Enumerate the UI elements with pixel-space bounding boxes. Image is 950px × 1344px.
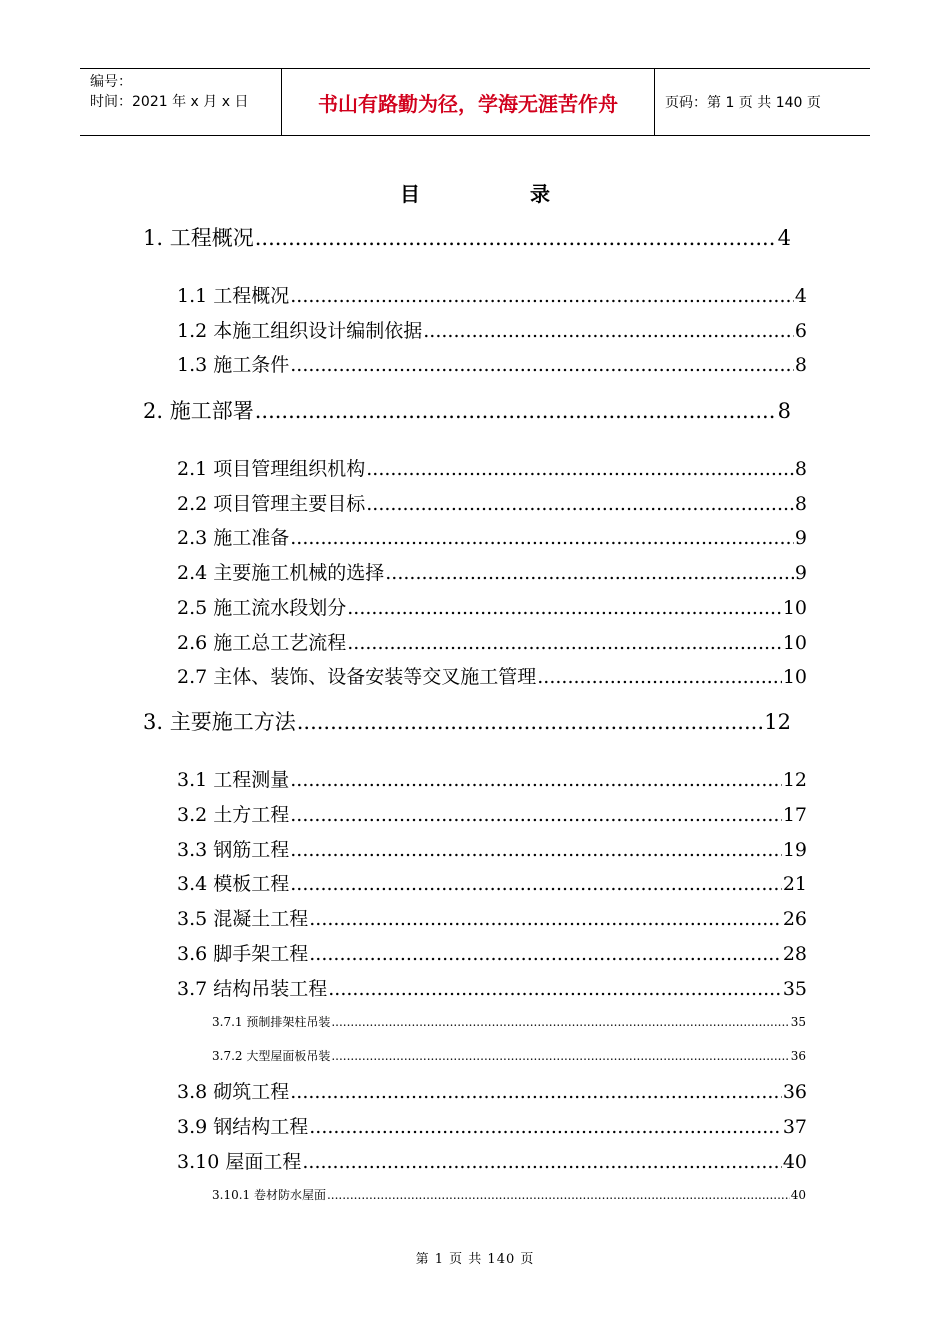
toc-entry-2-5[interactable] — [177, 593, 807, 620]
toc-entry-3-8[interactable] — [177, 1077, 807, 1104]
toc-leader-dots — [290, 873, 782, 895]
toc-entry-3-4[interactable] — [177, 869, 807, 896]
toc-entry-page: 9 — [794, 562, 807, 584]
toc-entry-label: 3.7 结构吊装工程 — [177, 978, 328, 1000]
toc-leader-dots — [290, 804, 782, 826]
toc-entry-page: 40 — [782, 1151, 807, 1173]
document-number-label: 编号： — [90, 74, 132, 90]
toc-entry-page: 8 — [794, 458, 807, 480]
toc-title-left: 目 — [400, 182, 420, 206]
toc-entry-3-5[interactable] — [177, 904, 807, 931]
toc-entry-1-2[interactable] — [177, 316, 807, 343]
toc-entry-page: 8 — [777, 399, 791, 423]
toc-leader-dots — [331, 1049, 789, 1063]
toc-entry-label: 3.7.1 预制排架柱吊装 — [212, 1015, 331, 1029]
toc-entry-label: 3.2 土方工程 — [177, 804, 290, 826]
toc-entry-3-7-2[interactable] — [212, 1047, 806, 1064]
toc-entry-3-6[interactable] — [177, 939, 807, 966]
toc-leader-dots — [309, 908, 782, 930]
toc-entry-page: 8 — [794, 354, 807, 376]
toc-entry-page: 21 — [782, 873, 807, 895]
toc-entry-page: 36 — [790, 1049, 806, 1063]
toc-leader-dots — [423, 320, 794, 342]
toc-entry-label: 3.1 工程测量 — [177, 769, 290, 791]
toc-title-right: 录 — [530, 182, 550, 206]
toc-leader-dots — [537, 666, 782, 688]
toc-leader-dots — [309, 943, 782, 965]
document-date-label: 时间：2021 年 x 月 x 日 — [90, 94, 249, 110]
toc-leader-dots — [290, 769, 782, 791]
toc-entry-label: 3.6 脚手架工程 — [177, 943, 309, 965]
toc-leader-dots — [290, 1081, 782, 1103]
toc-entry-page: 35 — [782, 978, 807, 1000]
toc-entry-3-9[interactable] — [177, 1112, 807, 1139]
toc-entry-label: 2.6 施工总工艺流程 — [177, 632, 347, 654]
toc-entry-3-7[interactable] — [177, 974, 807, 1001]
toc-entry-2-7[interactable] — [177, 662, 807, 689]
toc-entry-label: 2.3 施工准备 — [177, 527, 290, 549]
toc-entry-page: 35 — [790, 1015, 806, 1029]
toc-entry-label: 1. 工程概况 — [143, 226, 254, 250]
toc-entry-3[interactable] — [143, 706, 791, 736]
toc-leader-dots — [290, 839, 782, 861]
toc-entry-page: 12 — [782, 769, 807, 791]
toc-entry-label: 2. 施工部署 — [143, 399, 254, 423]
toc-leader-dots — [366, 493, 794, 515]
toc-entry-page: 26 — [782, 908, 807, 930]
toc-leader-dots — [366, 458, 794, 480]
toc-entry-label: 2.5 施工流水段划分 — [177, 597, 347, 619]
toc-leader-dots — [255, 399, 777, 423]
toc-leader-dots — [297, 710, 764, 734]
toc-leader-dots — [290, 285, 794, 307]
toc-entry-2-2[interactable] — [177, 489, 807, 516]
toc-entry-page: 40 — [790, 1188, 806, 1202]
toc-entry-label: 3.9 钢结构工程 — [177, 1116, 309, 1138]
toc-entry-label: 3.4 模板工程 — [177, 873, 290, 895]
toc-entry-2[interactable] — [143, 395, 791, 425]
toc-entry-label: 1.1 工程概况 — [177, 285, 290, 307]
toc-entry-page: 8 — [794, 493, 807, 515]
toc-entry-label: 2.1 项目管理组织机构 — [177, 458, 366, 480]
toc-entry-1[interactable] — [143, 222, 791, 252]
toc-entry-3-3[interactable] — [177, 835, 807, 862]
toc-entry-page: 4 — [777, 226, 791, 250]
toc-title — [0, 178, 950, 207]
toc-leader-dots — [331, 1015, 789, 1029]
page-header — [80, 68, 870, 136]
toc-entry-label: 3.10.1 卷材防水屋面 — [212, 1188, 326, 1202]
toc-leader-dots — [347, 597, 782, 619]
toc-entry-label: 3.8 砌筑工程 — [177, 1081, 290, 1103]
toc-entry-label: 1.3 施工条件 — [177, 354, 290, 376]
header-meta — [80, 69, 282, 135]
toc-entry-3-1[interactable] — [177, 765, 807, 792]
toc-entry-3-10-1[interactable] — [212, 1186, 806, 1203]
toc-entry-page: 19 — [782, 839, 807, 861]
toc-entry-2-4[interactable] — [177, 558, 807, 585]
toc-entry-label: 3.5 混凝土工程 — [177, 908, 309, 930]
toc-leader-dots — [347, 632, 782, 654]
page-footer: 第 1 页 共 140 页 — [415, 1252, 535, 1267]
toc-entry-page: 10 — [782, 666, 807, 688]
toc-entry-label: 2.4 主要施工机械的选择 — [177, 562, 385, 584]
toc-entry-page: 4 — [794, 285, 807, 307]
toc-entry-3-7-1[interactable] — [212, 1013, 806, 1030]
toc-entry-3-10[interactable] — [177, 1147, 807, 1174]
toc-entry-page: 6 — [794, 320, 807, 342]
toc-entry-page: 12 — [764, 710, 791, 734]
toc-entry-1-3[interactable] — [177, 350, 807, 377]
toc-leader-dots — [328, 978, 782, 1000]
toc-entry-2-6[interactable] — [177, 628, 807, 655]
toc-entry-page: 36 — [782, 1081, 807, 1103]
toc-entry-label: 3. 主要施工方法 — [143, 710, 296, 734]
toc-entry-page: 10 — [782, 597, 807, 619]
toc-leader-dots — [255, 226, 777, 250]
toc-entry-page: 37 — [782, 1116, 807, 1138]
toc-entry-page: 10 — [782, 632, 807, 654]
toc-entry-page: 28 — [782, 943, 807, 965]
toc-leader-dots — [290, 527, 794, 549]
toc-entry-label: 2.7 主体、装饰、设备安装等交叉施工管理 — [177, 666, 537, 688]
toc-entry-3-2[interactable] — [177, 800, 807, 827]
toc-entry-page: 17 — [782, 804, 807, 826]
toc-leader-dots — [290, 354, 794, 376]
toc-entry-label: 3.7.2 大型屋面板吊装 — [212, 1049, 331, 1063]
toc-leader-dots — [327, 1188, 790, 1202]
toc-leader-dots — [302, 1151, 781, 1173]
toc-entry-2-1[interactable] — [177, 454, 807, 481]
toc-leader-dots — [385, 562, 794, 584]
header-motto: 书山有路勤为径，学海无涯苦作舟 — [282, 69, 655, 135]
toc-entry-label: 1.2 本施工组织设计编制依据 — [177, 320, 423, 342]
header-page-info: 页码：第 1 页 共 140 页 — [665, 95, 821, 111]
toc-entry-label: 2.2 项目管理主要目标 — [177, 493, 366, 515]
toc-entry-label: 3.3 钢筋工程 — [177, 839, 290, 861]
toc-entry-1-1[interactable] — [177, 281, 807, 308]
toc-leader-dots — [309, 1116, 782, 1138]
toc-entry-2-3[interactable] — [177, 523, 807, 550]
toc-entry-page: 9 — [794, 527, 807, 549]
toc-entry-label: 3.10 屋面工程 — [177, 1151, 302, 1173]
